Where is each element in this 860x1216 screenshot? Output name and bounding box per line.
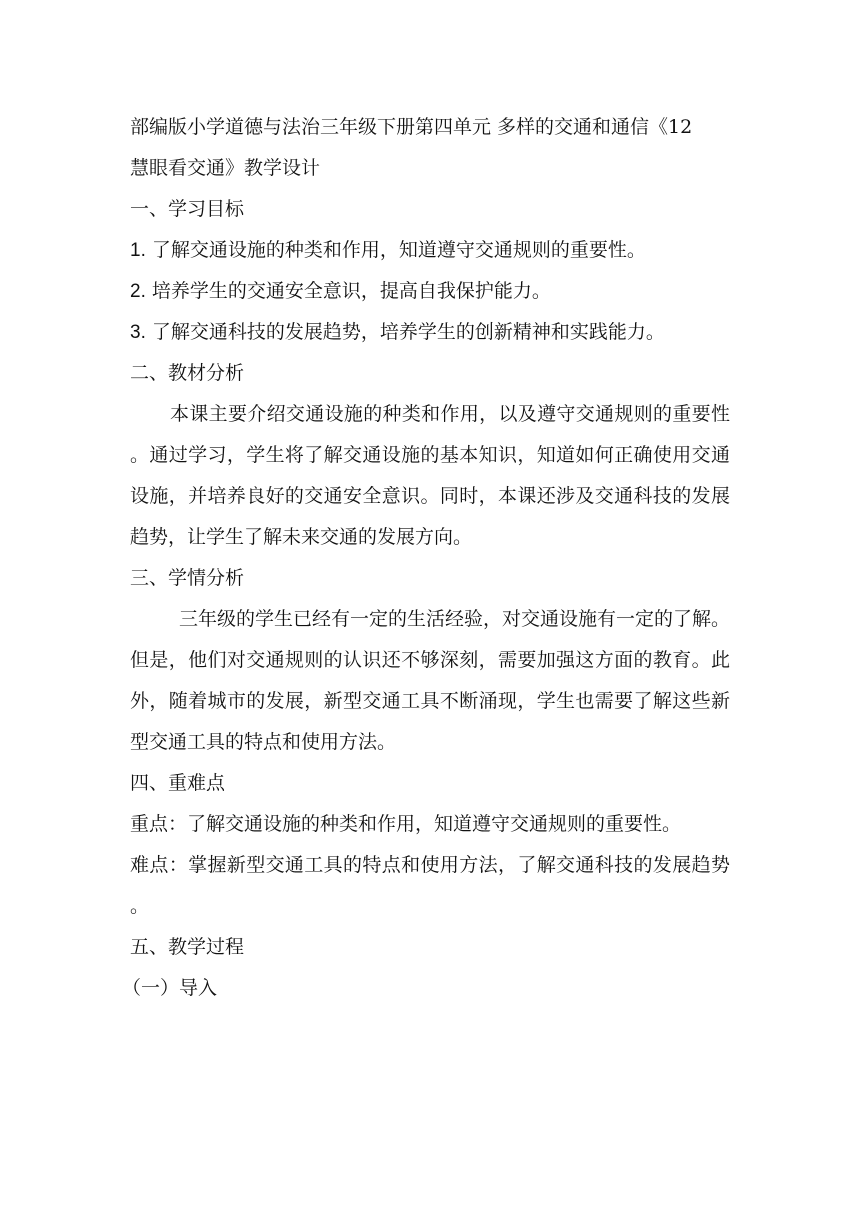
objective-item-number: 1. bbox=[130, 240, 146, 261]
document-title-line-2: 慧眼看交通》教学设计 bbox=[130, 157, 321, 179]
section-heading-material-analysis: 二、教材分析 bbox=[130, 362, 245, 384]
document-title-line-1: 部编版小学道德与法治三年级下册第四单元 多样的交通和通信《12 bbox=[130, 116, 693, 138]
objective-item-text: 了解交通科技的发展趋势，培养学生的创新精神和实践能力。 bbox=[145, 321, 665, 343]
objective-item-1 bbox=[130, 230, 730, 271]
objective-item-2 bbox=[130, 271, 730, 312]
student-analysis-paragraph: 三年级的学生已经有一定的生活经验，对交通设施有一定的了解。但是，他们对交通规则的认识还不够深刻，需要加强这方面的教育。此外，随着城市的发展，新型交通工具不断涌现，学生也需要了解这些新型交通工具的特点和使用方法。 bbox=[130, 608, 731, 753]
material-analysis-paragraph: 本课主要介绍交通设施的种类和作用，以及遵守交通规则的重要性。通过学习，学生将了解交通设施的基本知识，知道如何正确使用交通设施，并培养良好的交通安全意识。同时，本课还涉及交通科技的发展趋势，让学生了解未来交通的发展方向。 bbox=[130, 403, 730, 548]
subsection-heading-introduction: （一）导入 bbox=[122, 977, 218, 999]
section-heading-teaching-process: 五、教学过程 bbox=[130, 936, 245, 958]
objective-item-number: 2. bbox=[130, 281, 146, 302]
key-point-focus: 重点：了解交通设施的种类和作用，知道遵守交通规则的重要性。 bbox=[130, 813, 682, 835]
document-page bbox=[122, 107, 731, 1009]
section-heading-objectives: 一、学习目标 bbox=[130, 198, 245, 220]
section-heading-key-points: 四、重难点 bbox=[130, 772, 226, 794]
objective-item-number: 3. bbox=[130, 322, 146, 343]
objective-item-text: 培养学生的交通安全意识，提高自我保护能力。 bbox=[145, 280, 551, 302]
objective-item-text: 了解交通设施的种类和作用，知道遵守交通规则的重要性。 bbox=[145, 239, 646, 261]
key-point-difficulty: 难点：掌握新型交通工具的特点和使用方法，了解交通科技的发展趋势。 bbox=[130, 854, 730, 917]
objective-item-3 bbox=[130, 312, 730, 353]
section-heading-student-analysis: 三、学情分析 bbox=[130, 567, 245, 589]
